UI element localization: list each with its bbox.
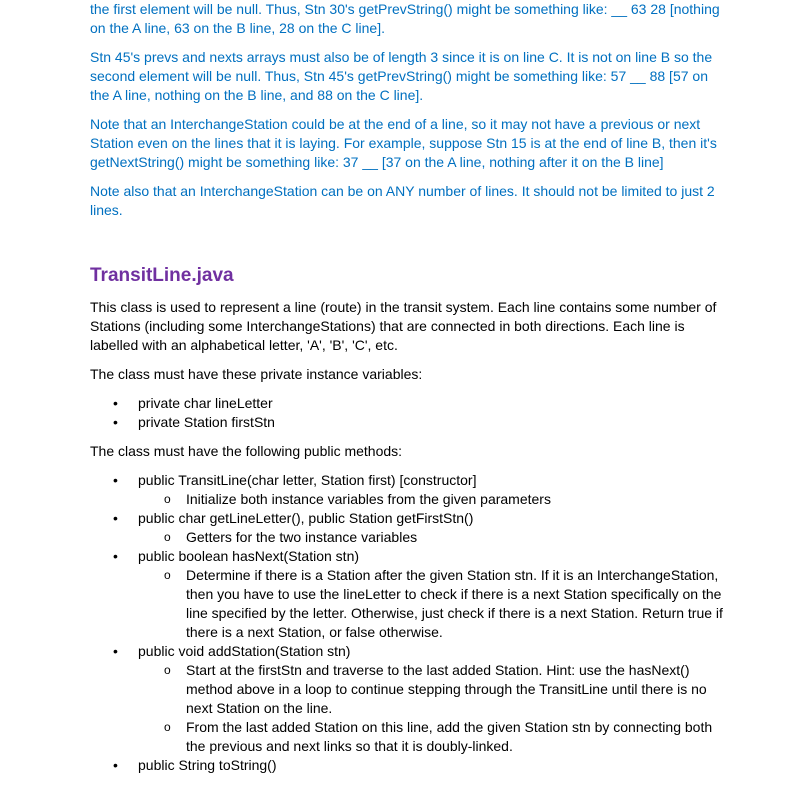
circle-bullet-icon: o	[164, 720, 171, 734]
bullet-icon: •	[113, 757, 118, 773]
section-heading: TransitLine.java	[90, 265, 234, 286]
document-page	[90, 0, 730, 775]
methods-list	[90, 471, 730, 775]
list-item: o Initialize both instance variables from the given parameters	[164, 491, 551, 507]
list-item: o Start at the firstStn and traverse to the last added Station. Hint: use the hasNext() method above in a loop to continue stepping through the TransitLine until there is no next Station on the line.	[164, 662, 707, 716]
bullet-icon: •	[113, 395, 118, 411]
list-item: • private Station firstStn	[113, 414, 275, 430]
list-item: • public boolean hasNext(Station stn) o Determine if there is a Station after the given Station stn. If it is an InterchangeStation, then you have to use the lineLetter to check if there is a next Station specifically on the line specified by the letter. Otherwise, just check if there is a next Station. Return true if there is a next Station, or false otherwise.	[90, 547, 730, 642]
list-item: o Determine if there is a Station after the given Station stn. If it is an InterchangeStation, then you have to use the lineLetter to check if there is a next Station specifically on the line specified by the letter. Otherwise, just check if there is a next Station. Return true if there is a next Station, or false otherwise.	[164, 567, 723, 640]
bullet-icon: •	[113, 414, 118, 430]
class-description: This class is used to represent a line (route) in the transit system. Each line contains some number of Stations (including some InterchangeStations) that are connected in both directions. Each line is labelled with an alphabetical letter, 'A', 'B', 'C', etc.	[90, 299, 717, 353]
list-item: • public void addStation(Station stn) o Start at the firstStn and traverse to the last added Station. Hint: use the hasNext() method above in a loop to continue stepping through the TransitLine until there is no next Station on the line. o From the last added Station on this line, add the given Station stn by connecting both the previous and next links so that it is doubly-linked.	[90, 642, 730, 756]
bullet-icon: •	[113, 548, 118, 564]
bullet-icon: •	[113, 472, 118, 488]
paragraph-end-of-line-note: Note that an InterchangeStation could be at the end of a line, so it may not have a previous or next Station even on the lines that it is laying. For example, suppose Stn 15 is at the end of line B, then it's getNextString() might be something like: 37 __ [37 on the A line, nothing after it on the B line]	[90, 116, 717, 170]
list-item: • public TransitLine(char letter, Station first) [constructor] o Initialize both instance variables from the given parameters	[90, 471, 730, 509]
list-item: • private char lineLetter	[113, 395, 273, 411]
paragraph-stn45-example: Stn 45's prevs and nexts arrays must also be of length 3 since it is on line C. It is not on line B so the second element will be null. Thus, Stn 45's getPrevString() might be something like: 57 __ 88 [57 on the A line, nothing on the B line, and 88 on the C line].	[90, 49, 713, 103]
paragraph-any-number-lines-note: Note also that an InterchangeStation can be on ANY number of lines. It should not be limited to just 2 lines.	[90, 183, 715, 218]
circle-bullet-icon: o	[164, 568, 171, 582]
list-item: • public String toString()	[113, 757, 277, 773]
paragraph-prev-string-example: the first element will be null. Thus, Stn 30's getPrevString() might be something like: __ 63 28 [nothing on the A line, 63 on the B line, 28 on the C line].	[90, 1, 720, 36]
list-item: • public char getLineLetter(), public Station getFirstStn() o Getters for the two instance variables	[90, 509, 730, 547]
bullet-icon: •	[113, 643, 118, 659]
circle-bullet-icon: o	[164, 530, 171, 544]
bullet-icon: •	[113, 510, 118, 526]
instance-vars-list	[90, 394, 730, 432]
circle-bullet-icon: o	[164, 492, 171, 506]
circle-bullet-icon: o	[164, 663, 171, 677]
list-item: o Getters for the two instance variables	[164, 529, 418, 545]
instance-vars-intro: The class must have these private instance variables:	[90, 366, 423, 382]
list-item: o From the last added Station on this line, add the given Station stn by connecting both the previous and next links so that it is doubly-linked.	[164, 719, 713, 754]
methods-intro: The class must have the following public methods:	[90, 443, 403, 459]
